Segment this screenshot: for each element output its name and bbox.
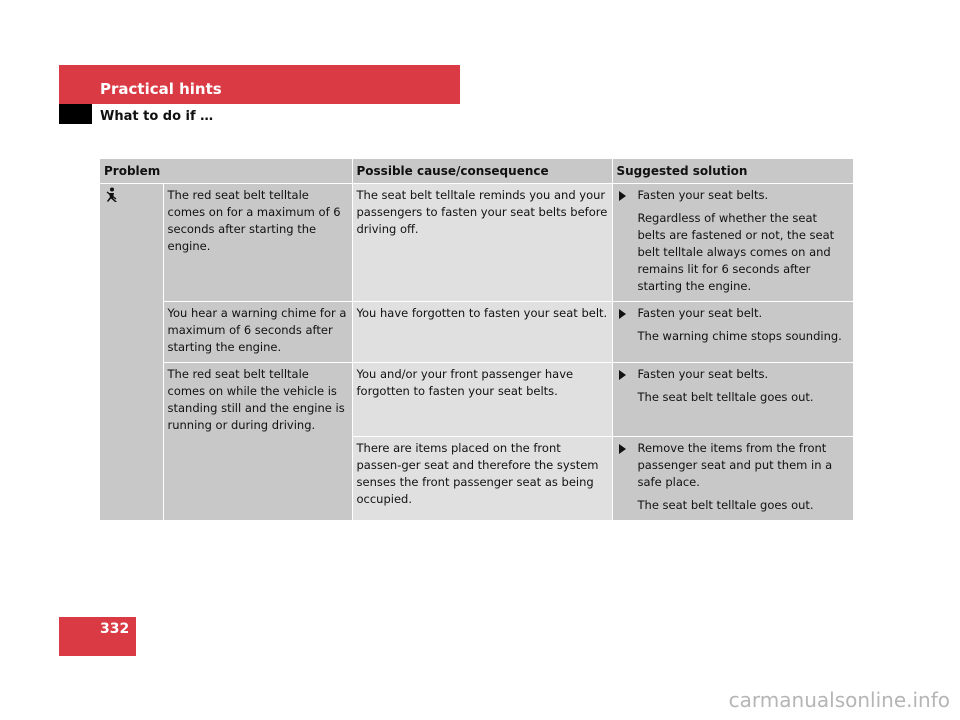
cause-cell: The seat belt telltale reminds you and your passengers to fasten your seat belts before driving off. <box>352 184 612 302</box>
solution-cell <box>612 184 853 302</box>
seatbelt-warning-icon <box>104 187 120 203</box>
solution-note: The seat belt telltale goes out. <box>637 498 814 512</box>
table-row <box>100 184 853 302</box>
solution-step <box>617 187 849 204</box>
solution-note: The warning chime stops sounding. <box>637 329 842 343</box>
solution-step <box>617 366 849 383</box>
problem-cell: The red seat belt telltale comes on for a maximum of 6 seconds after starting the engine. <box>163 184 352 302</box>
table-header-row <box>100 159 853 184</box>
section-title: Practical hints <box>100 80 222 98</box>
cause-cell: You and/or your front passenger have forgotten to fasten your seat belts. <box>352 363 612 437</box>
watermark: carmanualsonline.info <box>728 688 950 712</box>
solution-note: Regardless of whether the seat belts are fastened or not, the seat belt telltale always comes on and remains lit for 6 seconds after starting the engine. <box>637 211 835 293</box>
cause-cell: You have forgotten to fasten your seat belt. <box>352 302 612 363</box>
problem-cell: You hear a warning chime for a maximum of 6 seconds after starting the engine. <box>163 302 352 363</box>
arrow-icon <box>619 309 626 319</box>
arrow-icon <box>619 191 626 201</box>
table-row <box>100 302 853 363</box>
arrow-icon <box>619 370 626 380</box>
header-solution: Suggested solution <box>612 159 853 184</box>
solution-step <box>617 440 849 491</box>
solution-cell <box>612 363 853 437</box>
table-row <box>100 363 853 437</box>
solution-action: Fasten your seat belt. <box>637 306 763 320</box>
solution-note: The seat belt telltale goes out. <box>637 390 814 404</box>
solution-cell <box>612 437 853 521</box>
black-tab <box>59 104 92 124</box>
page-number: 332 <box>100 621 130 637</box>
problem-cell: The red seat belt telltale comes on while the vehicle is standing still and the engine is running or during driving. <box>163 363 352 521</box>
cause-cell: There are items placed on the front passen-ger seat and therefore the system senses the front passenger seat as being occupied. <box>352 437 612 521</box>
solution-action: Remove the items from the front passenger seat and put them in a safe place. <box>637 441 833 489</box>
solution-action: Fasten your seat belts. <box>637 188 769 202</box>
subsection-title: What to do if … <box>100 109 214 124</box>
header-problem: Problem <box>100 159 352 184</box>
arrow-icon <box>619 444 626 454</box>
solution-action: Fasten your seat belts. <box>637 367 769 381</box>
solution-cell <box>612 302 853 363</box>
solution-step <box>617 305 849 322</box>
header-cause: Possible cause/consequence <box>352 159 612 184</box>
icon-cell <box>100 184 163 521</box>
hints-table <box>100 159 854 520</box>
